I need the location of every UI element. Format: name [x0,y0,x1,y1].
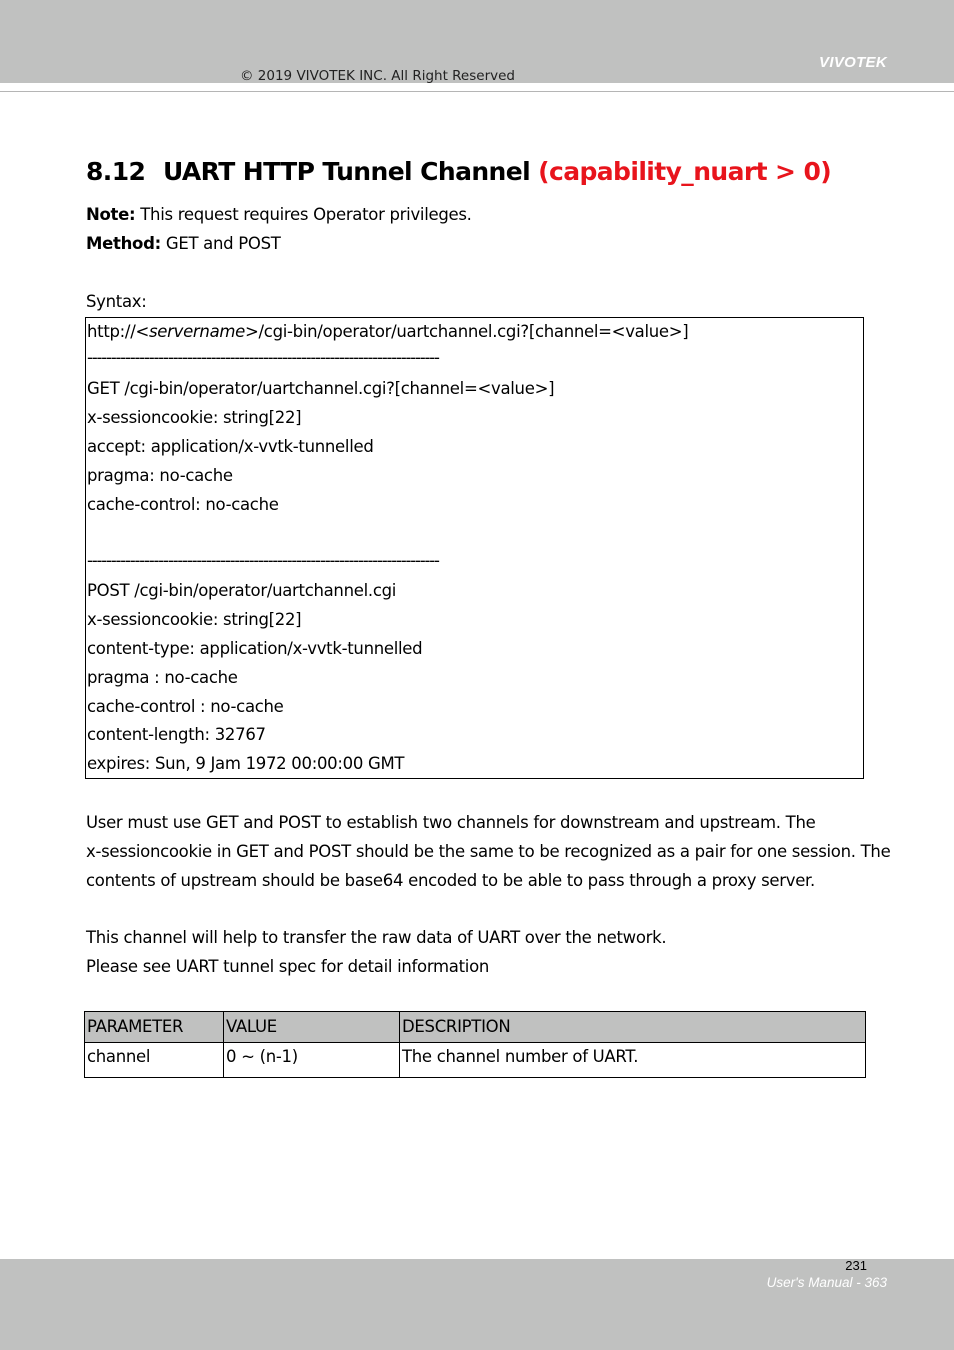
syntax-box [85,317,864,779]
syntax-url-suffix: >/cgi-bin/operator/uartchannel.cgi?[channel=<value>] [245,322,689,341]
syntax-label: Syntax: [86,292,147,311]
syntax-post-line: POST /cgi-bin/operator/uartchannel.cgi [87,581,397,600]
section-title-text: UART HTTP Tunnel Channel [163,157,531,186]
paragraph-line: This channel will help to transfer the raw data of UART over the network. [86,928,667,947]
table-cell: channel [85,1043,224,1078]
syntax-post-line: x-sessioncookie: string[22] [87,610,302,629]
method-text: GET and POST [165,234,281,253]
syntax-url-server: servername [148,322,246,341]
brand-logo: VIVOTEK [819,54,887,71]
section-capability: (capability_nuart > 0) [538,157,832,186]
table-row [85,1043,866,1078]
syntax-get-line: x-sessioncookie: string[22] [87,408,302,427]
syntax-post-line: expires: Sun, 9 Jam 1972 00:00:00 GMT [87,754,405,773]
table-cell: 0 ~ (n-1) [224,1043,400,1078]
note-text: This request requires Operator privileges. [140,205,472,224]
table-cell: The channel number of UART. [400,1043,866,1078]
syntax-get-line: GET /cgi-bin/operator/uartchannel.cgi?[channel=<value>] [87,379,555,398]
parameter-table [84,1011,866,1078]
paragraph-line: x-sessioncookie in GET and POST should be the same to be recognized as a pair for one session. The [86,842,891,861]
table-header-cell: DESCRIPTION [400,1012,866,1043]
table-header-cell: PARAMETER [85,1012,224,1043]
syntax-get-line: accept: application/x-vvtk-tunnelled [87,437,374,456]
manual-page-label: User's Manual - 363 [766,1275,887,1290]
syntax-post-line: content-length: 32767 [87,725,266,744]
syntax-get-line: pragma: no-cache [87,466,233,485]
method-line [86,234,281,253]
syntax-separator: -------------------------------------------------------------------------- [87,348,439,367]
paragraph-line: Please see UART tunnel spec for detail information [86,957,490,976]
syntax-post-line: cache-control : no-cache [87,697,284,716]
note-line [86,205,472,224]
syntax-separator: -------------------------------------------------------------------------- [87,551,439,570]
method-label: Method: [86,234,161,253]
section-number: 8.12 [86,157,146,186]
syntax-post-line: pragma : no-cache [87,668,238,687]
note-label: Note: [86,205,136,224]
paragraph-line: User must use GET and POST to establish two channels for downstream and upstream. The [86,813,816,832]
syntax-url-prefix: http://< [87,322,149,341]
table-header-row [85,1012,866,1043]
paragraph-line: contents of upstream should be base64 encoded to be able to pass through a proxy server. [86,871,815,890]
section-title [86,157,831,186]
page-number: 231 [845,1258,867,1273]
header-divider [0,91,954,92]
table-header-cell: VALUE [224,1012,400,1043]
copyright-text: © 2019 VIVOTEK INC. All Right Reserved [240,68,515,84]
syntax-post-line: content-type: application/x-vvtk-tunnelled [87,639,423,658]
syntax-url [87,322,688,341]
footer-band [0,1259,954,1350]
syntax-get-line: cache-control: no-cache [87,495,279,514]
